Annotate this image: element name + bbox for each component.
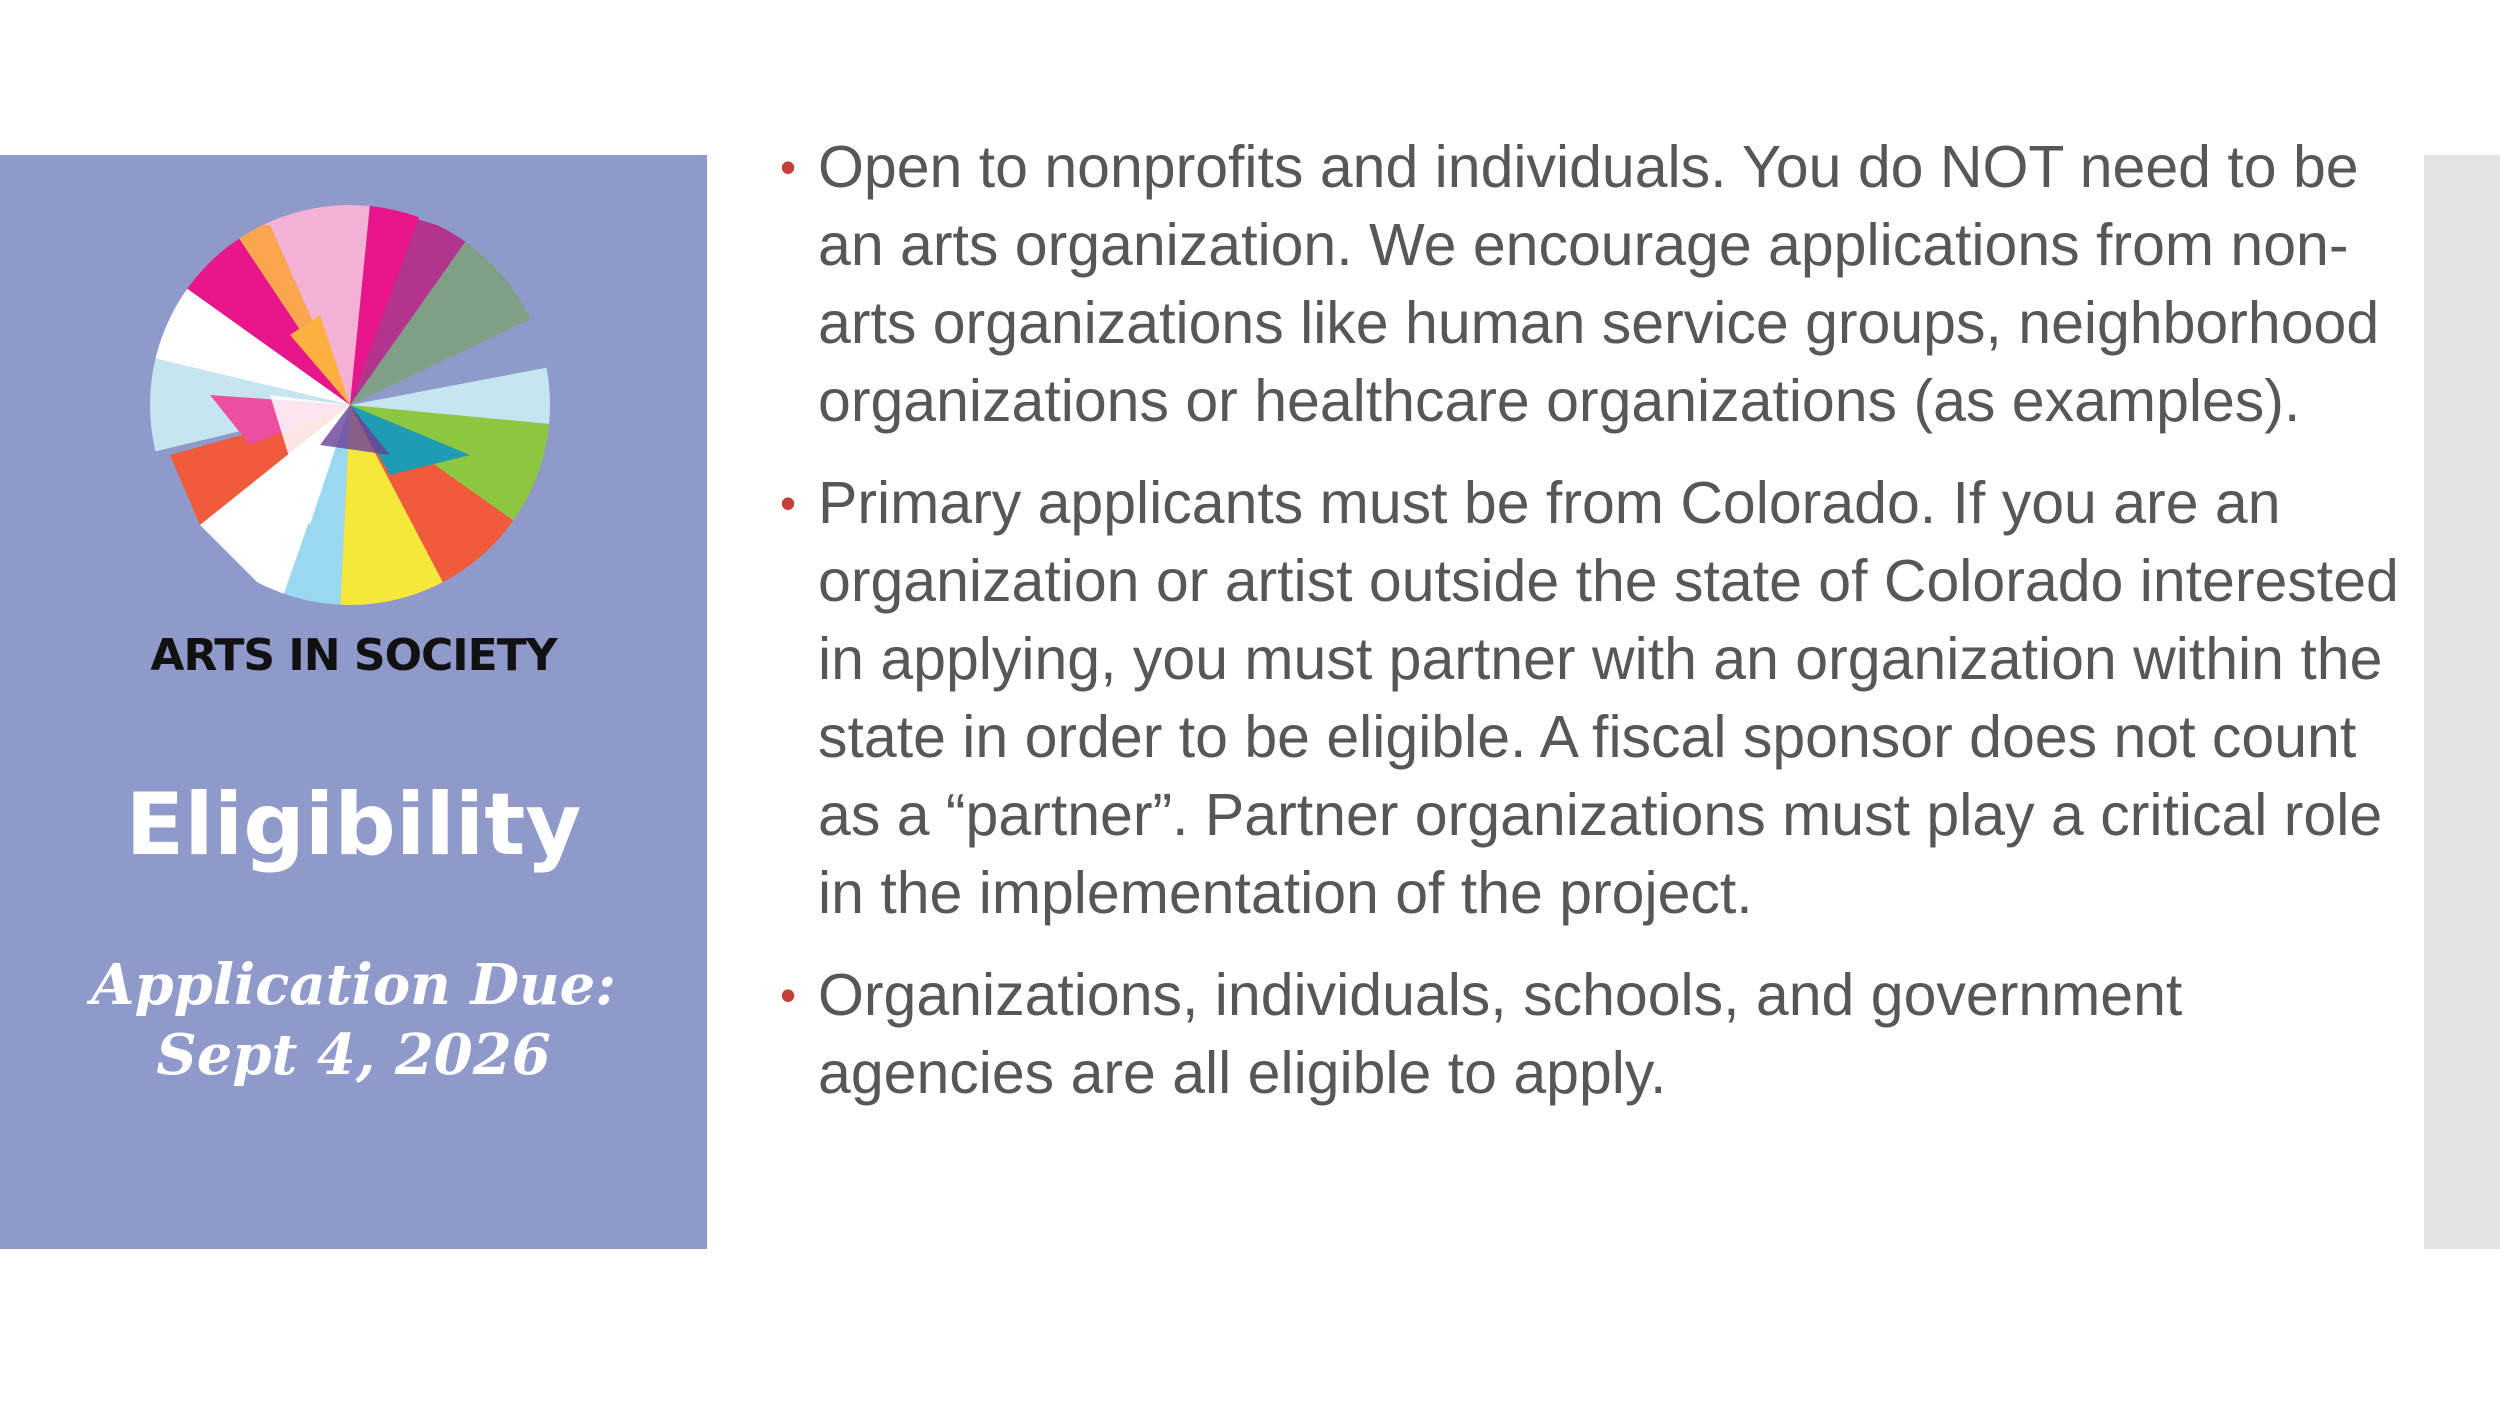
bullet-icon: •	[780, 969, 797, 1021]
sidebar-panel	[0, 155, 707, 1249]
decorative-side-bar	[2424, 155, 2500, 1249]
due-date: Sept 4, 2026	[156, 1022, 551, 1088]
list-item	[780, 956, 2400, 1112]
list-item	[780, 464, 2400, 932]
bullet-text: Open to nonprofits and individuals. You do NOT need to be an arts organization. We encourage applications from non-arts organizations like human service groups, neighborhood organizations or healthcare organizations (as examples).	[818, 134, 2380, 434]
org-name: ARTS IN SOCIETY	[150, 630, 557, 681]
bullet-icon: •	[780, 477, 797, 529]
slide-title: Eligibility	[125, 775, 582, 875]
bullet-text: Organizations, individuals, schools, and government agencies are all eligible to apply.	[818, 962, 2183, 1106]
application-due	[0, 950, 707, 1090]
bullet-icon: •	[780, 141, 797, 193]
list-item	[780, 128, 2400, 440]
bullet-text: Primary applicants must be from Colorado. If you are an organization or artist outside the state of Colorado interested in applying, you must partner with an organization within the state in order to be eligible. A fiscal sponsor does not count as a “partner”. Partner organizations must play a critical role in the implementation of the project.	[818, 470, 2399, 926]
eligibility-list	[780, 128, 2400, 1136]
arts-in-society-logo-icon	[140, 195, 560, 615]
due-label: Application Due:	[91, 952, 616, 1018]
